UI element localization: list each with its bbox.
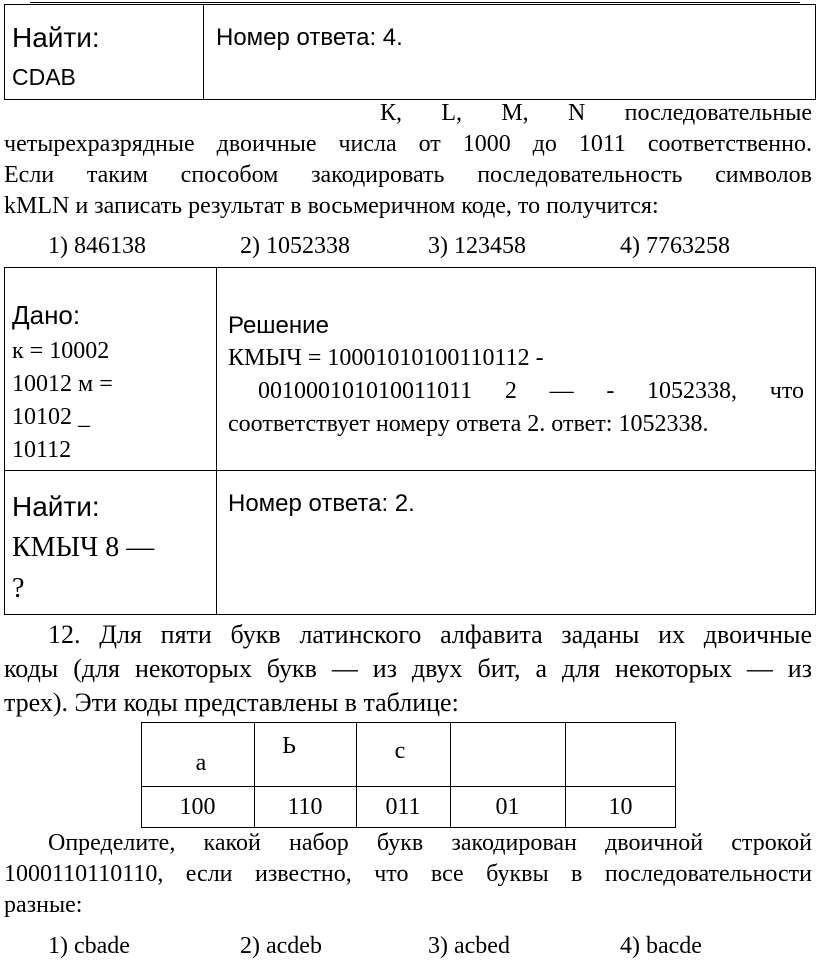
given-line: к = 10002	[12, 338, 110, 364]
option-1: 1) cbade	[48, 933, 130, 959]
solution-title: Решение	[228, 312, 329, 339]
table-row-divider	[4, 470, 816, 471]
problem-text-line: Если таким способом закодировать последовательность символов	[4, 162, 812, 188]
code-table-letter: Ь	[282, 733, 296, 759]
option-4: 4) 7763258	[620, 233, 730, 259]
problem-text-line: К, L, M, N последовательные	[380, 100, 812, 126]
code-table-code: 100	[179, 794, 216, 820]
problem-text-line: трех). Эти коды представлены в таблице:	[4, 688, 459, 717]
question-line: 1000110110110, если известно, что все буквы в последовательности	[4, 861, 812, 887]
problem-text-line: kMLN и записать результат в восьмеричном коде, то получится:	[4, 193, 659, 219]
given-line: 10112	[12, 437, 72, 463]
option-1: 1) 846138	[48, 233, 146, 259]
option-3: 3) acbed	[428, 933, 510, 959]
find-label: Найти:	[12, 491, 100, 522]
problem-text-line: коды (для некоторых букв — из двух бит, а для некоторых — из	[4, 654, 812, 683]
option-2: 2) 1052338	[240, 233, 350, 259]
solution-line: 001000101010011011 2 — - 1052338, что	[258, 378, 804, 404]
given-line: 10012 м =	[12, 371, 113, 397]
top-rule	[30, 2, 800, 3]
code-table-code: 011	[385, 794, 421, 820]
table-divider	[216, 267, 217, 615]
answer-text: Номер ответа: 2.	[228, 490, 415, 517]
code-table-letter: а	[195, 750, 207, 776]
find-question: ?	[12, 573, 25, 604]
code-table-code: 01	[495, 794, 520, 820]
given-line: 10102 _	[12, 404, 90, 430]
option-2: 2) acdeb	[240, 933, 322, 959]
code-table-code: 110	[287, 794, 323, 820]
problem-text-line: 12. Для пяти букв латинского алфавита заданы их двоичные	[48, 620, 812, 649]
option-3: 3) 123458	[428, 233, 526, 259]
option-4: 4) bacde	[620, 933, 702, 959]
solution-line: соответствует номеру ответа 2. ответ: 1052338.	[228, 411, 709, 437]
question-line: разные:	[4, 892, 83, 918]
problem-text-line: четырехразрядные двоичные числа от 1000 до 1011 соответственно.	[4, 131, 812, 157]
answer-text: Номер ответа: 4.	[216, 24, 403, 51]
solution-line: КМЫЧ = 10001010100110112 -	[228, 345, 544, 371]
table-find-answer-1	[4, 4, 816, 100]
find-value: CDAB	[12, 64, 76, 90]
find-label: Найти:	[12, 22, 100, 53]
code-table-letter: с	[394, 738, 406, 764]
find-value: КМЫЧ 8 —	[12, 532, 155, 563]
code-table-code: 10	[608, 794, 633, 820]
table-divider	[203, 4, 204, 100]
code-table-row-divider	[141, 786, 676, 787]
given-title: Дано:	[12, 300, 81, 330]
question-line: Определите, какой набор букв закодирован двоичной строкой	[48, 830, 812, 856]
